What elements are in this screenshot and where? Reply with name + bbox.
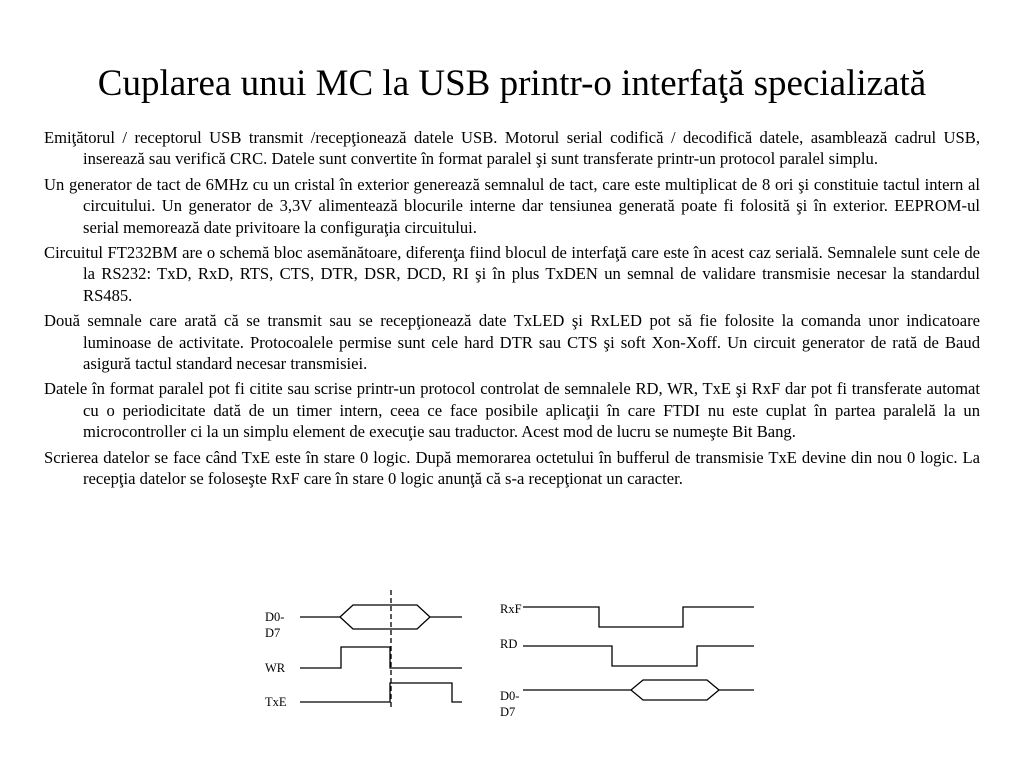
paragraph-usb-transceiver: Emiţătorul / receptorul USB transmit /recepţionează datele USB. Motorul serial codifică / decodifică datele, asamblează cadrul USB, inserează sau verifică CRC. Datele sunt convertite în format paralel şi sunt transferate printr-un protocol paralel simplu. (44, 128, 980, 169)
rxf-waveform (523, 607, 754, 627)
txe-label: TxE (265, 695, 287, 709)
rd-label: RD (500, 637, 518, 651)
paragraph-led-signals: Două semnale care arată că se transmit sau se recepţionează date TxLED şi RxLED pot să fie folosite la comanda unor indicatoare luminoase de activitate. Protocoalele permise sunt cele hard DTR sau CTS şi soft Xon-Xoff. Un circuit generator de rată de Baud asigură tactul standard necesar transmisiei. (44, 311, 980, 374)
rxf-label: RxF (500, 602, 522, 616)
paragraph-clock-generator: Un generator de tact de 6MHz cu un cristal în exterior generează semnalul de tact, care este multiplicat de 8 ori şi constituie tactul intern al circuitului. Un generator de 3,3V alimentează blocurile interne dar tensiunea generată poate fi folosită şi în exterior. EEPROM-ul serial memorează date privitoare la configuraţia circuitului. (44, 174, 980, 237)
paragraph-write-read: Scrierea datelor se face când TxE este în stare 0 logic. După memorarea octetului în bufferul de transmisie TxE devine din nou 0 logic. La recepţia datelor se foloseşte RxF care în stare 0 logic anunţă că s-a recepţionat un caracter. (44, 447, 980, 489)
paragraph-ft232bm: Circuitul FT232BM are o schemă bloc asemănătoare, diferenţa fiind blocul de interfaţă care este în acest caz serială. Semnalele sunt cele de la RS232: TxD, RxD, RTS, CTS, DTR, DSR, DCD, RI şi în plus TxDEN un semnal de validare transmisie necesar la standardul RS485. (44, 243, 980, 305)
wr-label: WR (265, 661, 286, 675)
write-data-label: D0-D7 (265, 610, 285, 640)
rd-waveform (523, 646, 754, 666)
read-data-bus-waveform (523, 680, 754, 700)
read-data-label: D0-D7 (500, 689, 520, 719)
paragraph-parallel-data: Datele în format paralel pot fi citite sau scrise printr-un protocol controlat de semnalele RD, WR, TxE şi RxF dar pot fi transferate automat cu o periodicitate dată de un timer intern, ceea ce face posibile aplicaţii în care FTDI nu este cuplat în partea paralelă la un microcontroller ci la un simplu element de execuţie sau traductor. Acest mod de lucru se numeşte Bit Bang. (44, 379, 980, 442)
slide-title: Cuplarea unui MC la USB printr-o interfaţă specializată (97, 63, 927, 104)
